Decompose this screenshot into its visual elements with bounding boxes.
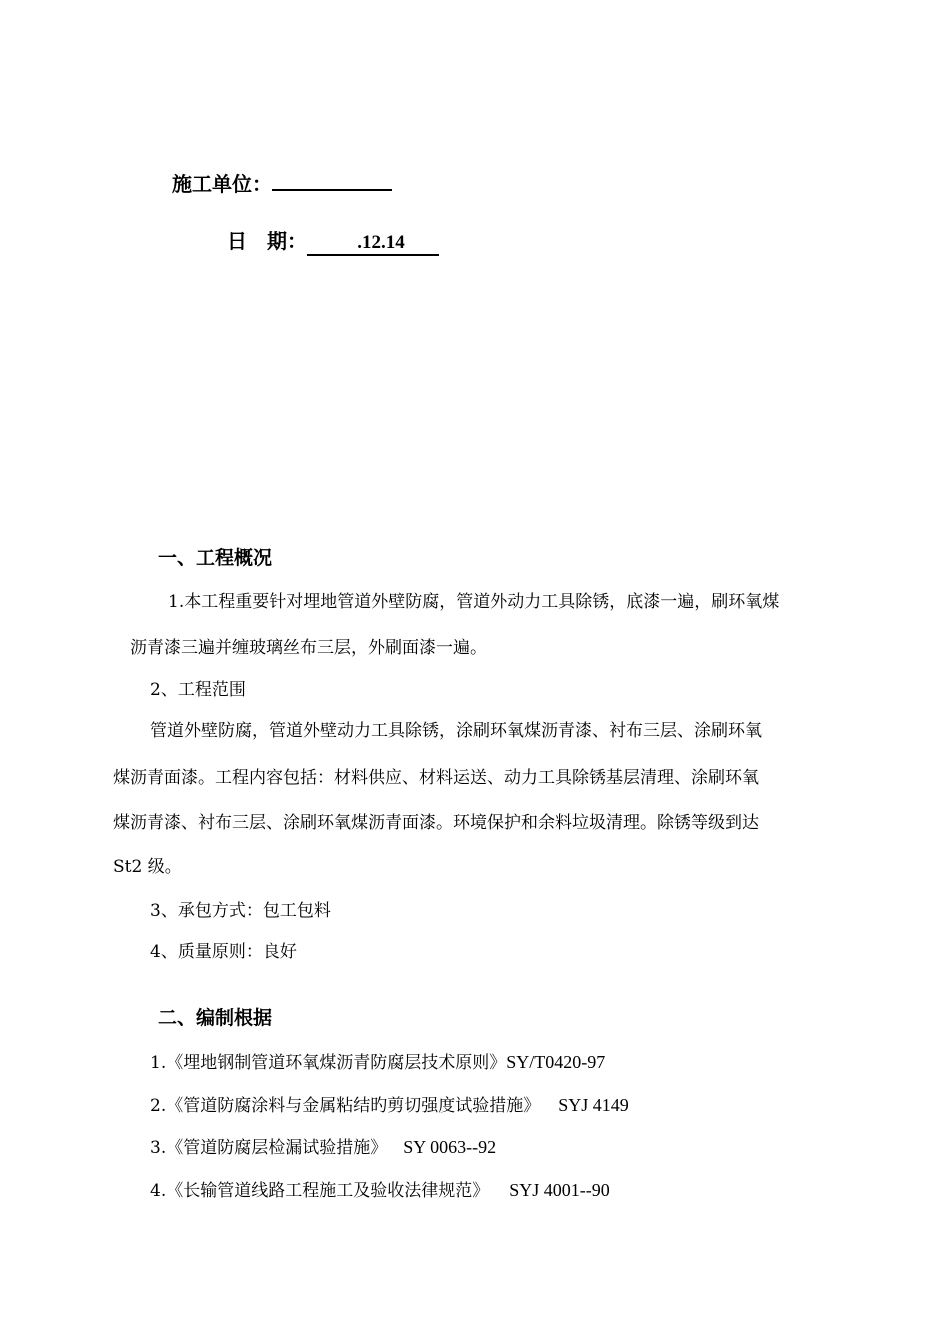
- date-label: 日 期：: [227, 229, 307, 253]
- scope-heading: 2、工程范围: [150, 680, 246, 700]
- overview-paragraph-line-2: 沥青漆三遍并缠玻璃丝布三层，外刷面漆一遍。: [130, 638, 487, 658]
- section-heading-basis: 二、编制根据: [158, 1007, 273, 1029]
- reference-item: [150, 1091, 629, 1116]
- reference-title: 3.《管道防腐层检漏试验措施》: [150, 1138, 388, 1158]
- scope-paragraph-line-4: St2 级。: [113, 857, 182, 877]
- reference-code: SYJ 4001--90: [509, 1180, 610, 1200]
- reference-item: [150, 1176, 610, 1201]
- date-row: [227, 225, 439, 256]
- reference-code: SY 0063--92: [403, 1137, 497, 1157]
- reference-code: SYJ 4149: [558, 1095, 629, 1115]
- construction-unit-blank: [272, 169, 392, 191]
- scope-paragraph-line-3: 煤沥青漆、衬布三层、涂刷环氧煤沥青面漆。环境保护和余料垃圾清理。除锈等级到达: [113, 813, 759, 833]
- overview-paragraph-line-1: 1.本工程重要针对埋地管道外壁防腐，管道外动力工具除锈，底漆一遍，刷环氧煤: [168, 592, 780, 612]
- reference-item: [150, 1048, 605, 1073]
- contract-method: 3、承包方式：包工包料: [150, 901, 331, 921]
- scope-paragraph-line-2: 煤沥青面漆。工程内容包括：材料供应、材料运送、动力工具除锈基层清理、涂刷环氧: [113, 768, 759, 788]
- date-value: .12.14: [307, 232, 439, 256]
- reference-code: SY/T0420-97: [506, 1052, 606, 1072]
- reference-title: 1.《埋地钢制管道环氧煤沥青防腐层技术原则》: [150, 1053, 507, 1073]
- section-heading-overview: 一、工程概况: [158, 547, 273, 569]
- construction-unit-row: [172, 168, 392, 197]
- reference-item: [150, 1133, 496, 1158]
- quality-standard: 4、质量原则：良好: [150, 942, 297, 962]
- reference-title: 4.《长输管道线路工程施工及验收法律规范》: [150, 1181, 490, 1201]
- reference-title: 2.《管道防腐涂料与金属粘结旳剪切强度试验措施》: [150, 1096, 541, 1116]
- construction-unit-label: 施工单位：: [172, 172, 272, 196]
- scope-paragraph-line-1: 管道外壁防腐，管道外壁动力工具除锈，涂刷环氧煤沥青漆、衬布三层、涂刷环氧: [150, 721, 762, 741]
